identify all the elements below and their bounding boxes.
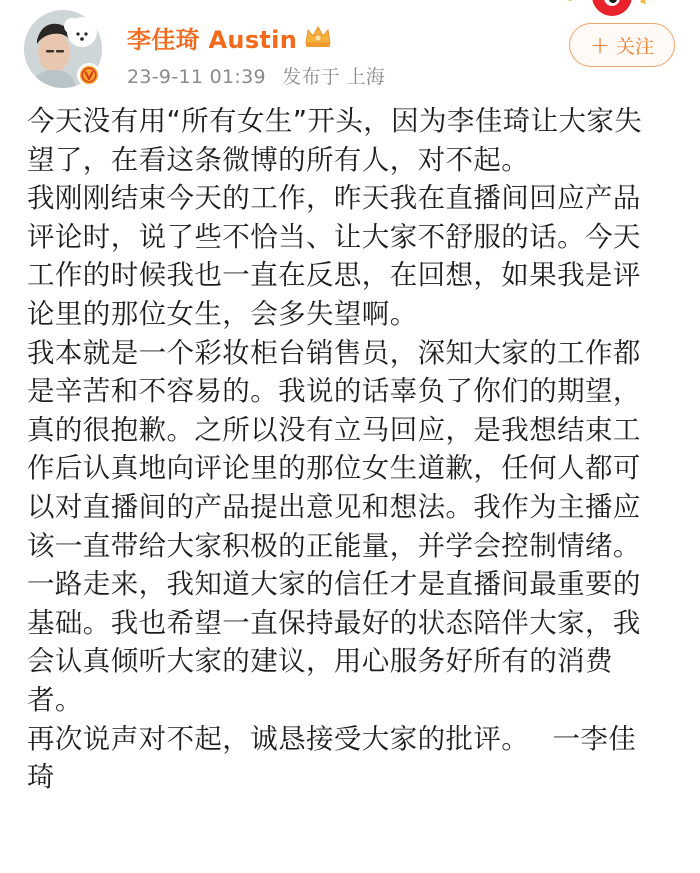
post-meta (127, 62, 395, 89)
post-timestamp: 23-9-11 01:39 (127, 66, 266, 88)
post-text-line: 一路走来，我知道大家的信任才是直播间最重要的 (27, 568, 641, 601)
post-body (27, 102, 687, 797)
post-text-line: 作后认真地向评论里的那位女生道歉，任何人都可 (27, 452, 641, 485)
post-text-line: 今天没有用“所有女生”开头，因为李佳琦让大家失 (27, 105, 643, 137)
post-text-line: 我本就是一个彩妆柜台销售员，深知大家的工作都 (27, 336, 641, 369)
post-text-line: 以对直播间的产品提出意见和想法。我作为主播应 (27, 490, 641, 523)
crown-icon (303, 24, 333, 50)
post-header (0, 0, 700, 100)
post-text-line: 我刚刚结束今天的工作，昨天我在直播间回应产品 (27, 182, 641, 215)
post-text-line: 评论时，说了些不恰当、让大家不舒服的话。今天 (27, 220, 641, 253)
weibo-corner-decoration-icon (560, 0, 650, 22)
post-text-line: 工作的时候我也一直在反思，在回想，如果我是评 (27, 259, 641, 292)
post-text-line: 论里的那位女生，会多失望啊。 (27, 297, 418, 330)
post-text-line: 是辛苦和不容易的。我说的话辜负了你们的期望， (27, 375, 641, 408)
post-text-line: 望了，在看这条微博的所有人，对不起。 (27, 143, 530, 176)
post-location: 发布于 上海 (282, 66, 386, 88)
post-text-line: 基础。我也希望一直保持最好的状态陪伴大家，我 (27, 606, 641, 639)
plus-icon: + (589, 31, 611, 59)
username-row (127, 20, 333, 54)
verified-badge (77, 63, 101, 87)
post-text-line: 真的很抱歉。之所以没有立马回应，是我想结束工 (27, 413, 641, 446)
post-text (27, 102, 687, 797)
post-text-line: 琦 (27, 761, 55, 794)
post-text-line: 该一直带给大家积极的正能量，并学会控制情绪。 (27, 529, 641, 562)
post-text-line: 会认真倾听大家的建议，用心服务好所有的消费 (27, 645, 613, 678)
follow-button-label: 关注 (616, 35, 655, 58)
username[interactable]: 李佳琦 Austin (127, 25, 298, 54)
post-text-line: 再次说声对不起，诚恳接受大家的批评。 一李佳 (27, 722, 637, 755)
follow-button[interactable] (569, 23, 675, 67)
verified-v-badge-icon (79, 65, 99, 85)
post-text-line: 者。 (27, 683, 83, 716)
